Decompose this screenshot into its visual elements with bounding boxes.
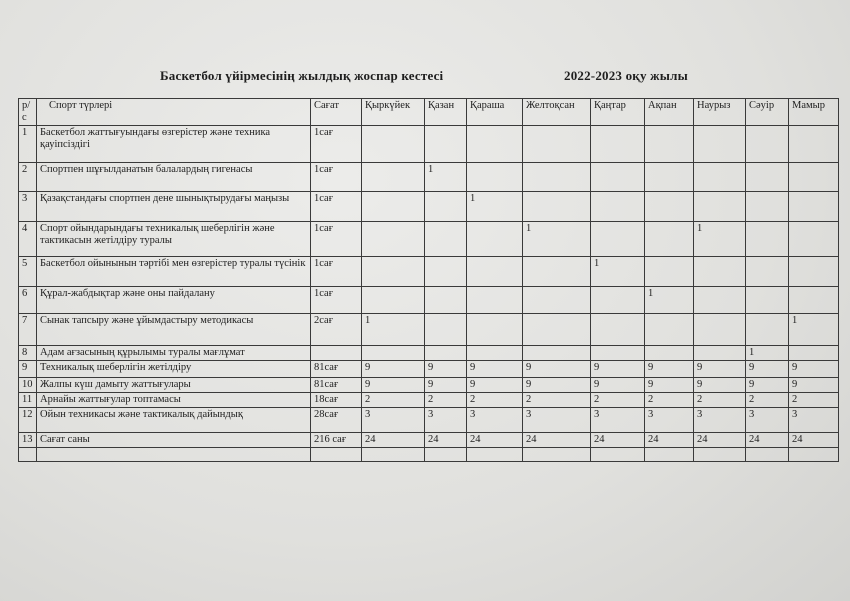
cell-no: 7 [19, 314, 37, 346]
cell-january: 3 [591, 408, 645, 433]
cell-november [467, 287, 523, 314]
cell-september [362, 222, 425, 257]
table-row [19, 361, 839, 378]
cell-december [523, 448, 591, 462]
cell-no: 2 [19, 163, 37, 192]
table-row [19, 393, 839, 408]
cell-october [425, 346, 467, 361]
cell-sport-type: Спортпен шұғылданатын балалардың гигенасы [37, 163, 311, 192]
table-row [19, 378, 839, 393]
header-cell-april: Сәуір [746, 99, 789, 126]
cell-january [591, 287, 645, 314]
cell-sport-type: Техникалық шеберлігін жетілдіру [37, 361, 311, 378]
cell-may: 2 [789, 393, 839, 408]
cell-sport-type: Адам ағзасының құрылымы туралы мағлұмат [37, 346, 311, 361]
cell-october: 1 [425, 163, 467, 192]
cell-september: 3 [362, 408, 425, 433]
cell-october [425, 192, 467, 222]
cell-no: 10 [19, 378, 37, 393]
cell-hours: 18сағ [311, 393, 362, 408]
cell-sport-type: Баскетбол жаттығуындағы өзгерістер және техника қауіпсіздігі [37, 126, 311, 163]
cell-october [425, 257, 467, 287]
cell-no: 9 [19, 361, 37, 378]
cell-may: 9 [789, 378, 839, 393]
cell-february [645, 257, 694, 287]
cell-november [467, 163, 523, 192]
cell-hours [311, 346, 362, 361]
cell-december [523, 126, 591, 163]
header-cell-may: Мамыр [789, 99, 839, 126]
cell-no: 5 [19, 257, 37, 287]
cell-hours: 81сағ [311, 361, 362, 378]
cell-november: 2 [467, 393, 523, 408]
table-row [19, 314, 839, 346]
table-row [19, 126, 839, 163]
cell-no: 1 [19, 126, 37, 163]
cell-november: 9 [467, 361, 523, 378]
cell-march: 1 [694, 222, 746, 257]
cell-may [789, 163, 839, 192]
cell-april [746, 257, 789, 287]
cell-march [694, 257, 746, 287]
cell-october [425, 126, 467, 163]
cell-november [467, 126, 523, 163]
cell-hours: 1сағ [311, 163, 362, 192]
cell-april: 1 [746, 346, 789, 361]
cell-april [746, 287, 789, 314]
cell-december [523, 287, 591, 314]
cell-november [467, 346, 523, 361]
cell-march [694, 314, 746, 346]
cell-march: 24 [694, 433, 746, 448]
cell-september: 9 [362, 378, 425, 393]
cell-september [362, 346, 425, 361]
title-row [160, 68, 720, 88]
table-row [19, 287, 839, 314]
table-row [19, 346, 839, 361]
cell-april: 2 [746, 393, 789, 408]
cell-no [19, 448, 37, 462]
cell-no: 11 [19, 393, 37, 408]
cell-november [467, 448, 523, 462]
cell-december [523, 346, 591, 361]
cell-no: 8 [19, 346, 37, 361]
cell-january: 1 [591, 257, 645, 287]
header-cell-february: Ақпан [645, 99, 694, 126]
cell-may: 24 [789, 433, 839, 448]
cell-sport-type [37, 448, 311, 462]
cell-november [467, 257, 523, 287]
cell-september [362, 448, 425, 462]
cell-may [789, 192, 839, 222]
cell-hours: 216 сағ [311, 433, 362, 448]
cell-september: 2 [362, 393, 425, 408]
cell-october [425, 222, 467, 257]
cell-october [425, 448, 467, 462]
cell-sport-type: Жалпы күш дамыту жаттығулары [37, 378, 311, 393]
cell-february [645, 163, 694, 192]
cell-december: 9 [523, 361, 591, 378]
cell-november: 9 [467, 378, 523, 393]
cell-december: 24 [523, 433, 591, 448]
cell-december [523, 192, 591, 222]
cell-january: 9 [591, 361, 645, 378]
cell-sport-type: Қазақстандағы спортпен дене шынықтырудағы маңызы [37, 192, 311, 222]
cell-january [591, 222, 645, 257]
cell-october: 9 [425, 378, 467, 393]
cell-january: 9 [591, 378, 645, 393]
cell-hours: 1сағ [311, 257, 362, 287]
cell-may [789, 287, 839, 314]
table-row [19, 433, 839, 448]
cell-sport-type: Сынак тапсыру және ұйымдастыру методикасы [37, 314, 311, 346]
cell-may [789, 448, 839, 462]
document-title: Баскетбол үйірмесінің жылдық жоспар кестесі [160, 68, 444, 83]
cell-no: 6 [19, 287, 37, 314]
cell-october: 9 [425, 361, 467, 378]
header-row [19, 99, 839, 126]
cell-sport-type: Арнайы жаттығулар топтамасы [37, 393, 311, 408]
cell-march [694, 346, 746, 361]
cell-may: 9 [789, 361, 839, 378]
cell-sport-type: Спорт ойындарындағы техникалық шеберлігін және тактикасын жетілдіру туралы [37, 222, 311, 257]
cell-may [789, 346, 839, 361]
cell-march: 9 [694, 361, 746, 378]
cell-october [425, 314, 467, 346]
cell-april: 9 [746, 361, 789, 378]
cell-january [591, 346, 645, 361]
cell-september [362, 287, 425, 314]
cell-hours: 1сағ [311, 126, 362, 163]
cell-no: 12 [19, 408, 37, 433]
cell-march [694, 192, 746, 222]
annual-plan-table [18, 98, 839, 462]
cell-march [694, 163, 746, 192]
cell-september [362, 192, 425, 222]
cell-february [645, 448, 694, 462]
cell-february: 3 [645, 408, 694, 433]
cell-december [523, 163, 591, 192]
cell-april [746, 163, 789, 192]
cell-hours: 1сағ [311, 287, 362, 314]
cell-sport-type: Құрал-жабдықтар және оны пайдалану [37, 287, 311, 314]
cell-january [591, 448, 645, 462]
cell-february [645, 222, 694, 257]
cell-december: 3 [523, 408, 591, 433]
header-cell-sport-types: Спорт түрлері [37, 99, 311, 126]
cell-january: 24 [591, 433, 645, 448]
cell-february: 9 [645, 378, 694, 393]
header-cell-december: Желтоқсан [523, 99, 591, 126]
cell-may [789, 222, 839, 257]
cell-september [362, 257, 425, 287]
cell-october: 3 [425, 408, 467, 433]
cell-october: 24 [425, 433, 467, 448]
table-row [19, 448, 839, 462]
cell-december: 9 [523, 378, 591, 393]
cell-april: 3 [746, 408, 789, 433]
table-row [19, 222, 839, 257]
cell-november [467, 222, 523, 257]
cell-no: 3 [19, 192, 37, 222]
table-row [19, 257, 839, 287]
cell-hours [311, 448, 362, 462]
cell-hours: 2сағ [311, 314, 362, 346]
cell-march: 9 [694, 378, 746, 393]
cell-september: 1 [362, 314, 425, 346]
cell-december [523, 314, 591, 346]
cell-february: 1 [645, 287, 694, 314]
cell-sport-type: Ойын техникасы және тактикалық дайындық [37, 408, 311, 433]
cell-april [746, 192, 789, 222]
cell-february: 24 [645, 433, 694, 448]
cell-february: 2 [645, 393, 694, 408]
cell-november: 1 [467, 192, 523, 222]
cell-january [591, 314, 645, 346]
table-row [19, 408, 839, 433]
cell-november: 3 [467, 408, 523, 433]
cell-may [789, 126, 839, 163]
header-cell-january: Қаңтар [591, 99, 645, 126]
cell-january: 2 [591, 393, 645, 408]
header-cell-october: Қазан [425, 99, 467, 126]
cell-october [425, 287, 467, 314]
cell-march: 3 [694, 408, 746, 433]
academic-year: 2022-2023 оқу жылы [564, 68, 688, 83]
cell-may [789, 257, 839, 287]
cell-february: 9 [645, 361, 694, 378]
plan-table-body [19, 126, 839, 462]
cell-hours: 81сағ [311, 378, 362, 393]
cell-sport-type: Баскетбол ойынынын тәртібі мен өзгерістер туралы түсінік [37, 257, 311, 287]
header-cell-march: Наурыз [694, 99, 746, 126]
cell-september [362, 163, 425, 192]
cell-march [694, 126, 746, 163]
cell-hours: 1сағ [311, 192, 362, 222]
cell-april: 24 [746, 433, 789, 448]
cell-may: 3 [789, 408, 839, 433]
header-cell-september: Қыркүйек [362, 99, 425, 126]
cell-hours: 28сағ [311, 408, 362, 433]
cell-november: 24 [467, 433, 523, 448]
cell-october: 2 [425, 393, 467, 408]
table-row [19, 163, 839, 192]
cell-sport-type: Сағат саны [37, 433, 311, 448]
cell-september [362, 126, 425, 163]
cell-april [746, 126, 789, 163]
cell-march [694, 287, 746, 314]
cell-no: 4 [19, 222, 37, 257]
cell-september: 24 [362, 433, 425, 448]
cell-february [645, 192, 694, 222]
cell-january [591, 126, 645, 163]
table-row [19, 192, 839, 222]
cell-september: 9 [362, 361, 425, 378]
cell-december: 2 [523, 393, 591, 408]
cell-april [746, 448, 789, 462]
cell-february [645, 314, 694, 346]
cell-april: 9 [746, 378, 789, 393]
header-cell-no: р/с [19, 99, 37, 126]
cell-january [591, 192, 645, 222]
cell-january [591, 163, 645, 192]
cell-december: 1 [523, 222, 591, 257]
cell-may: 1 [789, 314, 839, 346]
cell-february [645, 126, 694, 163]
cell-april [746, 314, 789, 346]
cell-december [523, 257, 591, 287]
header-cell-hours: Сағат [311, 99, 362, 126]
cell-april [746, 222, 789, 257]
cell-february [645, 346, 694, 361]
header-cell-november: Қараша [467, 99, 523, 126]
cell-november [467, 314, 523, 346]
cell-march: 2 [694, 393, 746, 408]
cell-hours: 1сағ [311, 222, 362, 257]
cell-march [694, 448, 746, 462]
cell-no: 13 [19, 433, 37, 448]
